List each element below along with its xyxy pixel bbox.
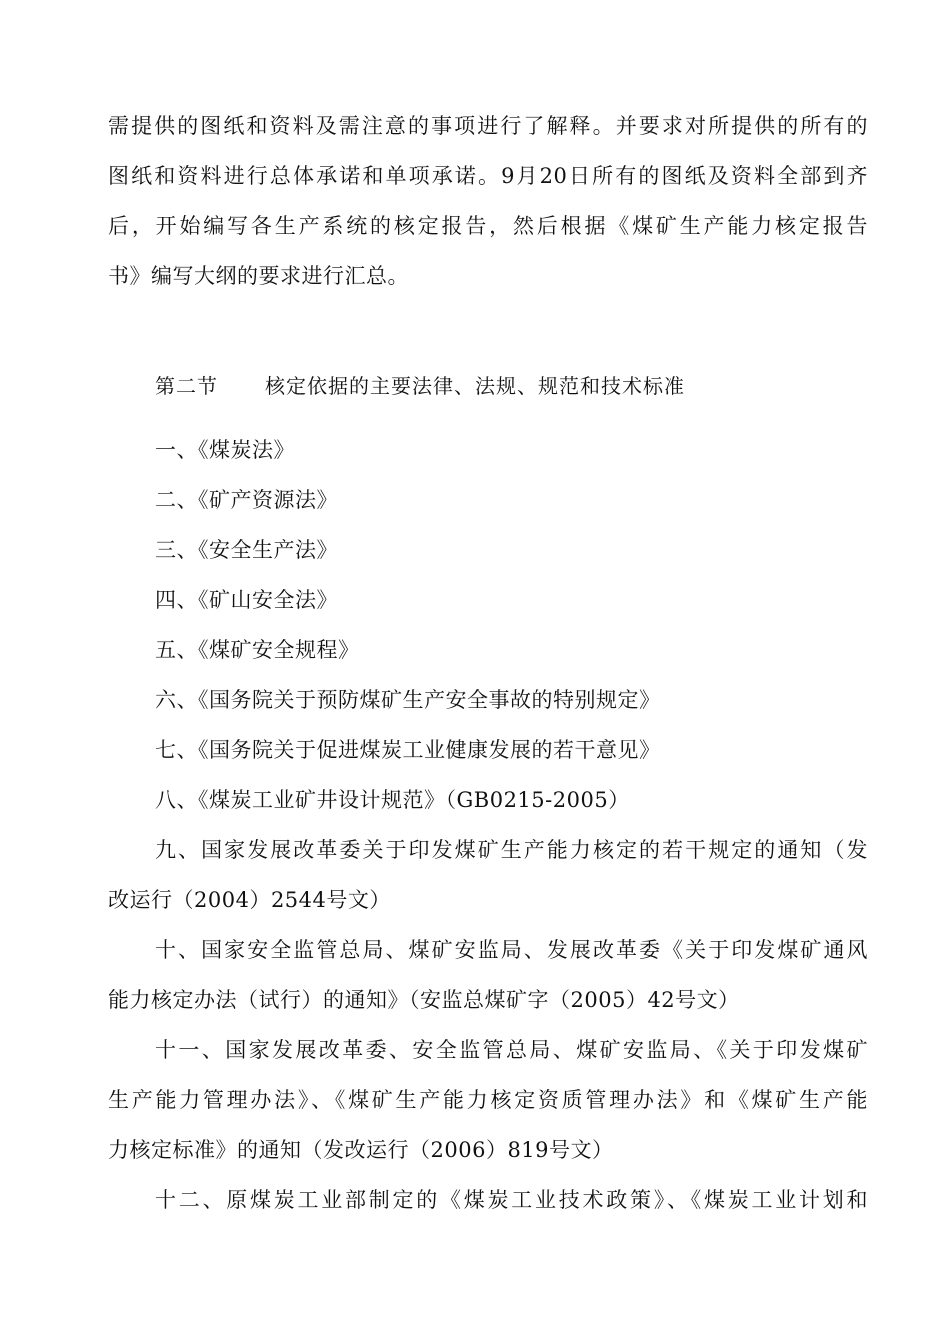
list-item-line: 十二、原煤炭工业部制定的《煤炭工业技术政策》、《煤炭工业计划和 xyxy=(155,1188,868,1212)
list-item-line: 九、国家发展改革委关于印发煤矿生产能力核定的若干规定的通知（发 xyxy=(155,838,868,862)
list-item: 六、《国务院关于预防煤矿生产安全事故的特别规定》 xyxy=(155,688,661,712)
list-item: 五、《煤矿安全规程》 xyxy=(155,638,360,662)
list-item-line: 十、国家安全监管总局、煤矿安监局、发展改革委《关于印发煤矿通风 xyxy=(155,938,868,962)
list-item-line: 生产能力管理办法》、《煤矿生产能力核定资质管理办法》和《煤矿生产能 xyxy=(108,1088,868,1112)
paragraph-line: 图纸和资料进行总体承诺和单项承诺。9月20日所有的图纸及资料全部到齐 xyxy=(108,164,868,188)
list-item: 七、《国务院关于促进煤炭工业健康发展的若干意见》 xyxy=(155,738,661,762)
section-title: 核定依据的主要法律、法规、规范和技术标准 xyxy=(265,374,685,398)
list-item-line: 改运行（2004）2544号文） xyxy=(108,888,391,912)
list-item: 三、《安全生产法》 xyxy=(155,538,338,562)
list-item-line: 能力核定办法（试行）的通知》（安监总煤矿字（2005）42号文） xyxy=(108,988,740,1012)
section-heading xyxy=(155,372,685,400)
paragraph-line: 需提供的图纸和资料及需注意的事项进行了解释。并要求对所提供的所有的 xyxy=(108,114,868,138)
list-item: 二、《矿产资源法》 xyxy=(155,488,338,512)
list-item: 四、《矿山安全法》 xyxy=(155,588,338,612)
paragraph-line: 后，开始编写各生产系统的核定报告，然后根据《煤矿生产能力核定报告 xyxy=(108,214,868,238)
list-item: 八、《煤炭工业矿井设计规范》（GB0215-2005） xyxy=(155,788,630,812)
paragraph-line: 书》编写大纲的要求进行汇总。 xyxy=(108,264,409,288)
list-item-line: 力核定标准》的通知（发改运行（2006）819号文） xyxy=(108,1138,614,1162)
list-item: 一、《煤炭法》 xyxy=(155,438,295,462)
list-item-line: 十一、国家发展改革委、安全监管总局、煤矿安监局、《关于印发煤矿 xyxy=(155,1038,868,1062)
section-number: 第二节 xyxy=(155,374,218,398)
